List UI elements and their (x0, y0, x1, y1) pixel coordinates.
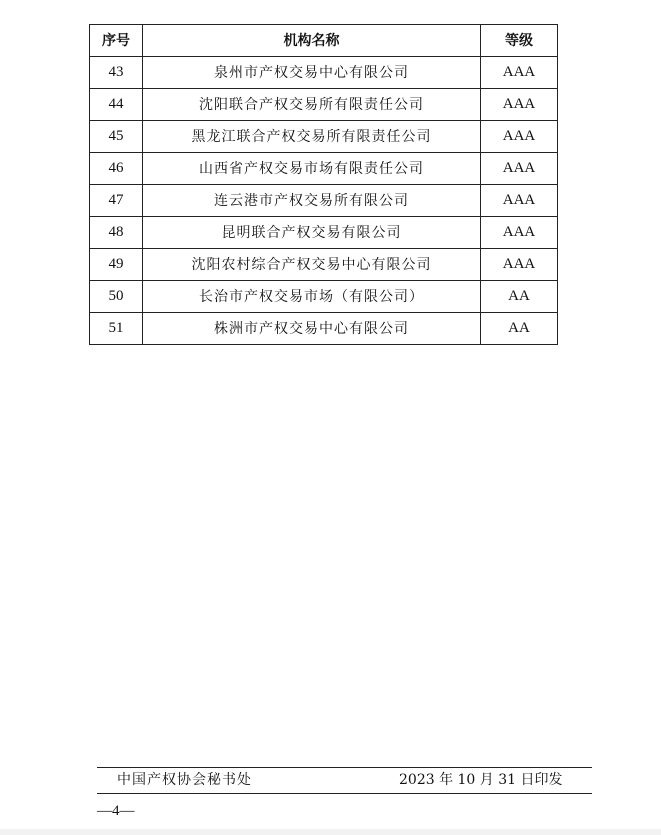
row-index: 50 (90, 281, 143, 313)
header-index: 序号 (90, 25, 143, 57)
row-grade: AAA (481, 89, 558, 121)
table-row (90, 249, 558, 281)
row-name: 黑龙江联合产权交易所有限责任公司 (143, 121, 481, 153)
row-index: 44 (90, 89, 143, 121)
row-index: 48 (90, 217, 143, 249)
row-name: 株洲市产权交易中心有限公司 (143, 313, 481, 345)
institution-grade-table (89, 24, 558, 345)
row-name: 昆明联合产权交易有限公司 (143, 217, 481, 249)
row-name: 山西省产权交易市场有限责任公司 (143, 153, 481, 185)
row-grade: AA (481, 281, 558, 313)
footer-issuer: 中国产权协会秘书处 (117, 772, 252, 788)
footer-top-rule (97, 767, 592, 768)
row-grade: AAA (481, 249, 558, 281)
row-grade: AAA (481, 153, 558, 185)
header-grade: 等级 (481, 25, 558, 57)
row-name: 沈阳农村综合产权交易中心有限公司 (143, 249, 481, 281)
row-name: 长治市产权交易市场（有限公司） (143, 281, 481, 313)
table-row (90, 281, 558, 313)
row-grade: AAA (481, 217, 558, 249)
footer-issue-date: 2023 年 10 月 31 日印发 (399, 772, 563, 788)
row-index: 51 (90, 313, 143, 345)
table-row (90, 121, 558, 153)
header-name: 机构名称 (143, 25, 481, 57)
table-header-row (90, 25, 558, 57)
row-index: 43 (90, 57, 143, 89)
table-row (90, 185, 558, 217)
table-row (90, 89, 558, 121)
row-index: 46 (90, 153, 143, 185)
row-name: 泉州市产权交易中心有限公司 (143, 57, 481, 89)
row-name: 沈阳联合产权交易所有限责任公司 (143, 89, 481, 121)
row-index: 47 (90, 185, 143, 217)
footer-bottom-rule (97, 793, 592, 794)
row-index: 49 (90, 249, 143, 281)
row-grade: AAA (481, 57, 558, 89)
row-grade: AAA (481, 185, 558, 217)
table-row (90, 217, 558, 249)
row-name: 连云港市产权交易所有限公司 (143, 185, 481, 217)
table-row (90, 313, 558, 345)
page-bottom-edge (0, 829, 661, 835)
table-row (90, 153, 558, 185)
row-index: 45 (90, 121, 143, 153)
page-number: —4— (97, 803, 135, 819)
row-grade: AAA (481, 121, 558, 153)
table-row (90, 57, 558, 89)
row-grade: AA (481, 313, 558, 345)
